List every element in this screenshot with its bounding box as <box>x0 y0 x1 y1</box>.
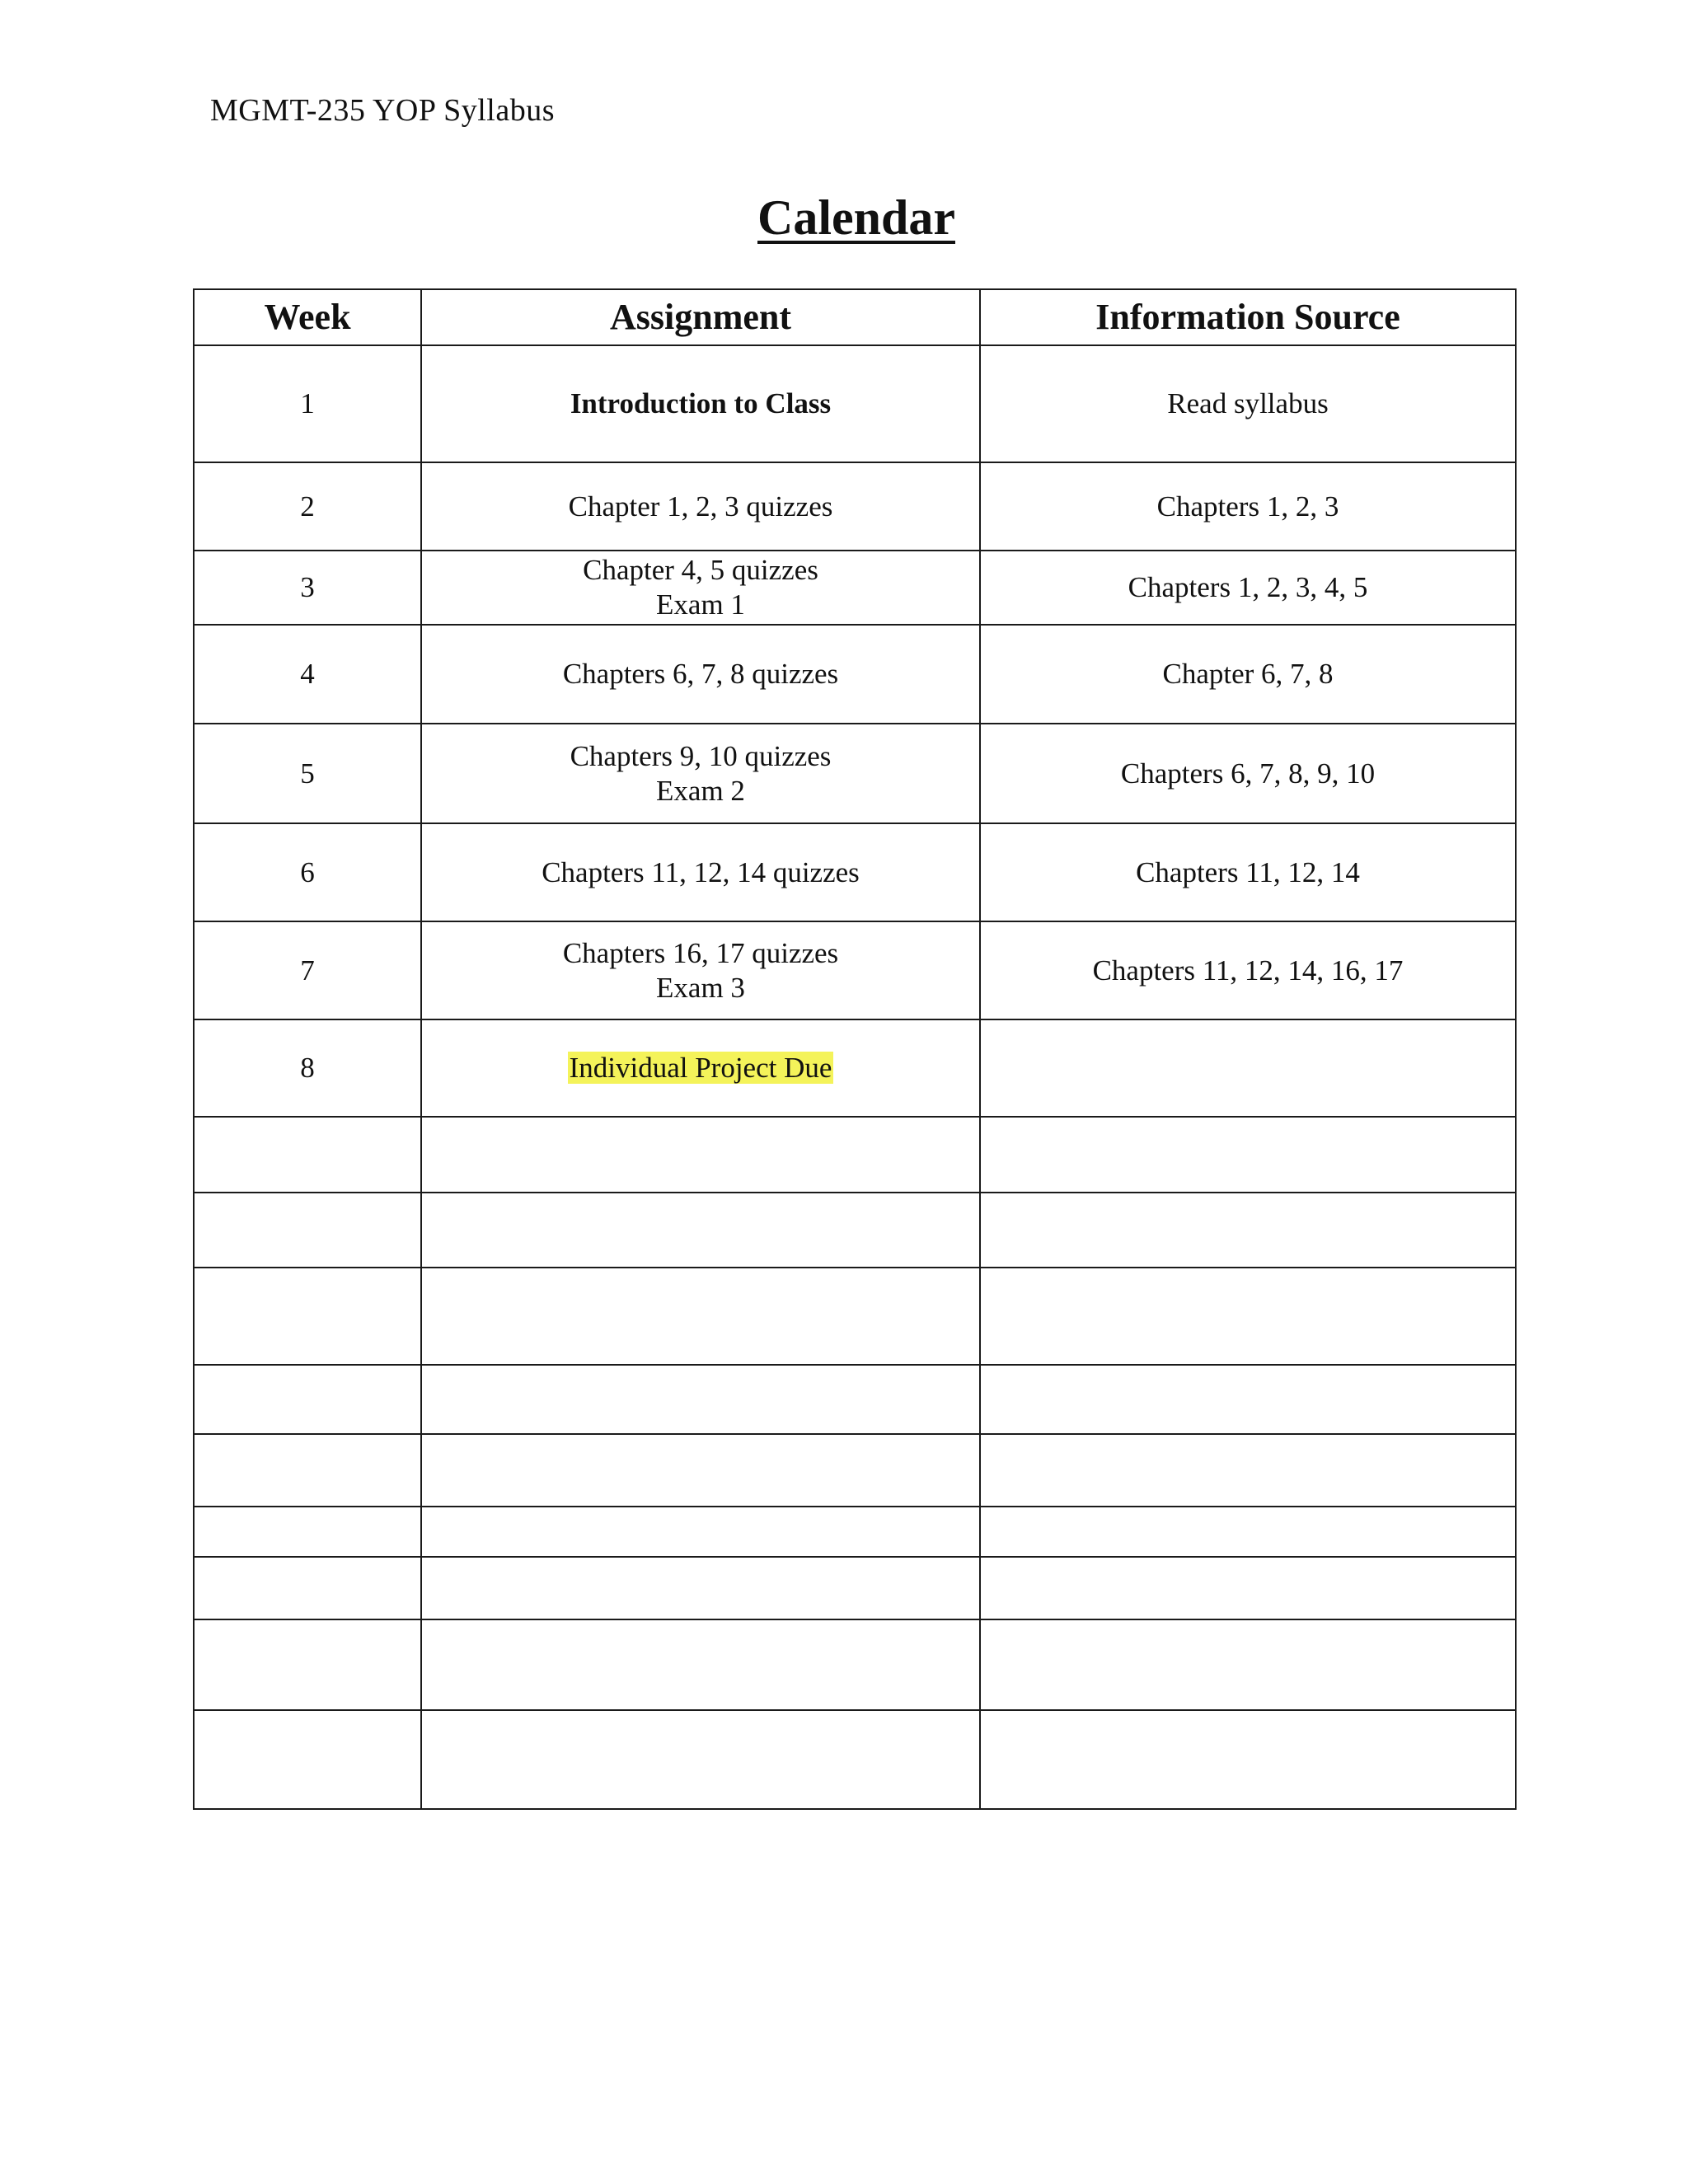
empty-table-row <box>194 1557 1516 1619</box>
empty-cell <box>980 1365 1516 1434</box>
assignment-line: Chapter 1, 2, 3 quizzes <box>568 490 833 523</box>
week-cell: 6 <box>194 823 421 921</box>
page-title: Calendar <box>757 190 955 245</box>
empty-cell <box>980 1557 1516 1619</box>
empty-cell <box>194 1557 421 1619</box>
empty-cell <box>980 1117 1516 1193</box>
empty-cell <box>421 1268 980 1365</box>
empty-cell <box>980 1434 1516 1507</box>
assignment-line: Exam 2 <box>656 774 745 807</box>
table-row <box>194 1019 1516 1117</box>
table-row <box>194 462 1516 551</box>
assignment-cell <box>421 921 980 1019</box>
empty-cell <box>421 1507 980 1557</box>
empty-cell <box>421 1710 980 1809</box>
empty-cell <box>980 1268 1516 1365</box>
empty-table-row <box>194 1619 1516 1710</box>
course-header: MGMT-235 YOP Syllabus <box>210 93 555 128</box>
table-row <box>194 823 1516 921</box>
empty-cell <box>194 1434 421 1507</box>
assignment-cell <box>421 462 980 551</box>
source-cell <box>980 1019 1516 1117</box>
source-cell: Chapter 6, 7, 8 <box>980 625 1516 724</box>
empty-table-row <box>194 1193 1516 1268</box>
assignment-cell <box>421 724 980 823</box>
assignment-line: Chapters 11, 12, 14 quizzes <box>542 855 860 888</box>
empty-table-row <box>194 1710 1516 1809</box>
empty-table-row <box>194 1365 1516 1434</box>
week-cell: 1 <box>194 345 421 462</box>
table-row <box>194 551 1516 625</box>
assignment-line: Chapters 9, 10 quizzes <box>570 739 832 772</box>
empty-cell <box>194 1193 421 1268</box>
empty-table-row <box>194 1434 1516 1507</box>
empty-cell <box>980 1619 1516 1710</box>
source-cell: Read syllabus <box>980 345 1516 462</box>
column-header-assignment: Assignment <box>421 289 980 345</box>
column-header-information-source: Information Source <box>980 289 1516 345</box>
empty-table-row <box>194 1117 1516 1193</box>
assignment-cell <box>421 1019 980 1117</box>
source-cell: Chapters 11, 12, 14, 16, 17 <box>980 921 1516 1019</box>
week-cell: 3 <box>194 551 421 625</box>
empty-cell <box>421 1117 980 1193</box>
source-cell: Chapters 11, 12, 14 <box>980 823 1516 921</box>
assignment-cell <box>421 345 980 462</box>
empty-cell <box>194 1710 421 1809</box>
empty-cell <box>194 1507 421 1557</box>
empty-cell <box>421 1193 980 1268</box>
empty-cell <box>980 1507 1516 1557</box>
assignment-line: Chapters 16, 17 quizzes <box>562 936 839 969</box>
source-cell: Chapters 1, 2, 3, 4, 5 <box>980 551 1516 625</box>
empty-cell <box>194 1619 421 1710</box>
empty-cell <box>980 1193 1516 1268</box>
table-row <box>194 625 1516 724</box>
table-row <box>194 724 1516 823</box>
empty-cell <box>194 1117 421 1193</box>
assignment-cell <box>421 551 980 625</box>
assignment-line: Exam 3 <box>656 971 745 1004</box>
empty-table-row <box>194 1268 1516 1365</box>
source-cell: Chapters 6, 7, 8, 9, 10 <box>980 724 1516 823</box>
assignment-cell <box>421 625 980 724</box>
empty-cell <box>194 1365 421 1434</box>
assignment-line: Exam 1 <box>656 588 745 621</box>
empty-cell <box>421 1365 980 1434</box>
assignment-cell <box>421 823 980 921</box>
empty-cell <box>421 1434 980 1507</box>
table-header-row <box>194 289 1516 345</box>
source-cell: Chapters 1, 2, 3 <box>980 462 1516 551</box>
empty-cell <box>194 1268 421 1365</box>
empty-cell <box>421 1619 980 1710</box>
week-cell: 7 <box>194 921 421 1019</box>
assignment-line: Chapters 6, 7, 8 quizzes <box>562 658 839 690</box>
assignment-line: Chapter 4, 5 quizzes <box>583 554 818 586</box>
week-cell: 2 <box>194 462 421 551</box>
highlighted-assignment: Individual Project Due <box>569 1052 832 1084</box>
table-row <box>194 345 1516 462</box>
week-cell: 8 <box>194 1019 421 1117</box>
column-header-week: Week <box>194 289 421 345</box>
week-cell: 4 <box>194 625 421 724</box>
empty-cell <box>421 1557 980 1619</box>
week-cell: 5 <box>194 724 421 823</box>
table-row <box>194 921 1516 1019</box>
calendar-table <box>193 288 1517 1810</box>
empty-table-row <box>194 1507 1516 1557</box>
assignment-line: Introduction to Class <box>570 387 832 419</box>
empty-cell <box>980 1710 1516 1809</box>
